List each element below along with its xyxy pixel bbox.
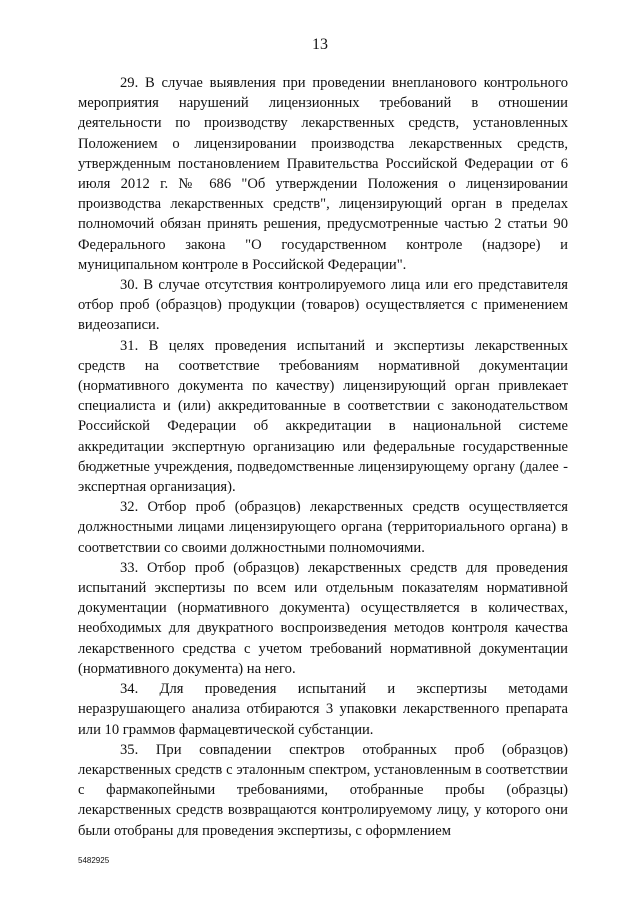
paragraph-29: 29. В случае выявления при проведении внепланового контрольного мероприятия нарушений лицензионных требований в отношении деятельности по производству лекарственных средств, установленных Положением о лицензировании производства лекарственных средств, утвержденным постановлением Правительства Российской Федерации от 6 июля 2012 г. № 686 "Об утверждении Положения о лицензировании производства лекарственных средств", лицензирующий орган в пределах полномочий обязан принять решения, предусмотренные частью 2 статьи 90 Федерального закона "О государственном контроле (надзоре) и муниципальном контроле в Российской Федерации". <box>78 75 568 273</box>
paragraph-30: 30. В случае отсутствия контролируемого лица или его представителя отбор проб (образцов) продукции (товаров) осуществляется с применением видеозаписи. <box>78 277 568 334</box>
paragraph-31: 31. В целях проведения испытаний и экспертизы лекарственных средств на соответствие требованиям нормативной документации (нормативного документа по качеству) лицензирующий орган привлекает специалиста и (или) аккредитованные в соответствии с законодательством Российской Федерации об аккредитации в национальной системе аккредитации экспертную организацию или федеральные государственные бюджетные учреждения, подведомственные лицензирующему органу (далее - экспертная организация). <box>78 337 568 496</box>
document-code: 5482925 <box>78 856 110 865</box>
paragraph-34: 34. Для проведения испытаний и экспертизы методами неразрушающего анализа отбираются 3 упаковки лекарственного препарата или 10 граммов фармацевтической субстанции. <box>78 681 568 738</box>
page-number: 13 <box>312 36 328 53</box>
document-body <box>78 73 568 841</box>
paragraph-33: 33. Отбор проб (образцов) лекарственных средств для проведения испытаний экспертизы по всем или отдельным показателям нормативной документации (нормативного документа) осуществляется в количествах, необходимых для двукратного воспроизведения методов контроля качества лекарственного средства с учетом требований нормативной документации (нормативного документа) на него. <box>78 559 568 677</box>
paragraph-35: 35. При совпадении спектров отобранных проб (образцов) лекарственных средств с эталонным спектром, установленным в соответствии с фармакопейными требованиями, отобранные пробы (образцы) лекарственных средств возвращаются контролируемому лицу, у которого они были отобраны для проведения экспертизы, с оформлением <box>78 741 568 839</box>
paragraph-32: 32. Отбор проб (образцов) лекарственных средств осуществляется должностными лицами лицензирующего органа (территориального органа) в соответствии со своими должностными полномочиями. <box>78 499 568 556</box>
